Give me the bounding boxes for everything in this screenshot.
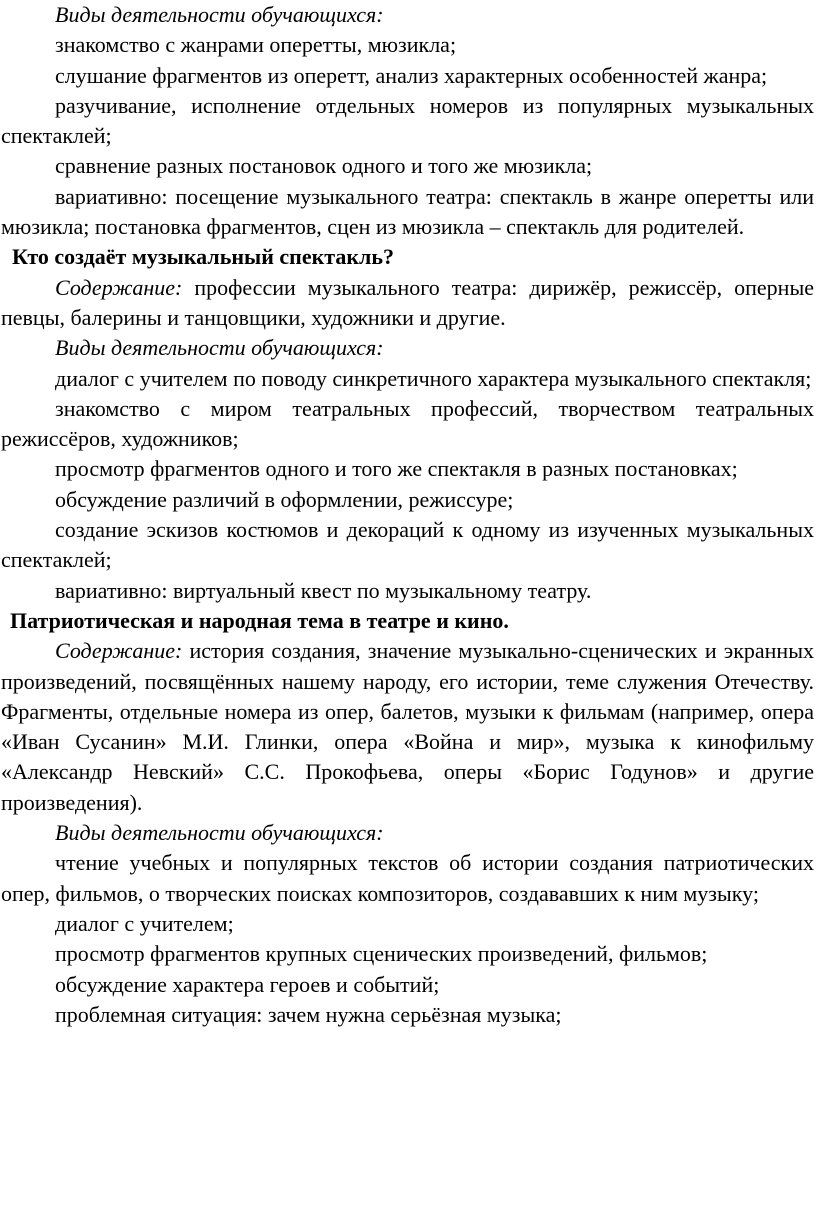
section-heading: Патриотическая и народная тема в театре и кино. xyxy=(10,607,509,633)
activities-label-text: Виды деятельности обучающихся: xyxy=(55,2,384,27)
activity-item: диалог с учителем по поводу синкретичного характера музыкального спектакля; xyxy=(55,365,812,391)
activity-item: вариативно: виртуальный квест по музыкальному театру. xyxy=(55,577,592,603)
activity-item: разучивание, исполнение отдельных номеров из популярных музыкальных спектаклей; xyxy=(1,92,814,149)
activities-label xyxy=(1,0,814,30)
activity-item: проблемная ситуация: зачем нужна серьёзная музыка; xyxy=(55,1001,562,1027)
content-paragraph xyxy=(1,636,814,818)
content-paragraph xyxy=(1,273,814,334)
activity-item: слушание фрагментов из оперетт, анализ характерных особенностей жанра; xyxy=(55,62,768,88)
activity-item: обсуждение характера героев и событий; xyxy=(55,971,440,997)
activity-item: сравнение разных постановок одного и того же мюзикла; xyxy=(55,153,593,179)
section-heading: Кто создаёт музыкальный спектакль? xyxy=(12,244,394,270)
content-text: история создания, значение музыкально-сценических и экранных произведений, посвящённых нашему народу, его истории, теме служения Отечеству. Фрагменты, отдельные номера из опер, балетов, музыки к фильмам (например, опера «Иван Сусанин» М.И. Глинки, опера «Война и мир», музыка к кинофильму «Александр Невский» С.С. Прокофьева, оперы «Борис Годунов» и другие произведения). xyxy=(1,638,814,815)
activity-item: вариативно: посещение музыкального театра: спектакль в жанре оперетты или мюзикла; постановка фрагментов, сцен из мюзикла – спектакль для родителей. xyxy=(1,183,814,240)
activities-label xyxy=(1,818,814,848)
activity-item: чтение учебных и популярных текстов об истории создания патриотических опер, фильмов, о творческих поисках композиторов, создававших к ним музыку; xyxy=(1,850,814,906)
activity-item: создание эскизов костюмов и декораций к одному из изученных музыкальных спектаклей; xyxy=(1,517,814,573)
activities-label xyxy=(1,333,814,363)
activity-item: знакомство с жанрами оперетты, мюзикла; xyxy=(55,32,457,58)
activity-item: знакомство с миром театральных профессий, творчеством театральных режиссёров, художников; xyxy=(1,395,814,452)
activities-label-text: Виды деятельности обучающихся: xyxy=(55,820,384,846)
activities-label-text: Виды деятельности обучающихся: xyxy=(55,335,384,361)
content-label: Содержание: xyxy=(55,638,183,664)
activity-item: просмотр фрагментов одного и того же спектакля в разных постановках; xyxy=(55,456,738,482)
content-text: профессии музыкального театра: дирижёр, режиссёр, оперные певцы, балерины и танцовщики, художники и другие. xyxy=(1,274,814,330)
activity-item: просмотр фрагментов крупных сценических произведений, фильмов; xyxy=(55,941,708,967)
activity-item: обсуждение различий в оформлении, режиссуре; xyxy=(55,486,514,512)
content-label: Содержание: xyxy=(55,274,183,300)
activity-item: диалог с учителем; xyxy=(55,910,234,936)
